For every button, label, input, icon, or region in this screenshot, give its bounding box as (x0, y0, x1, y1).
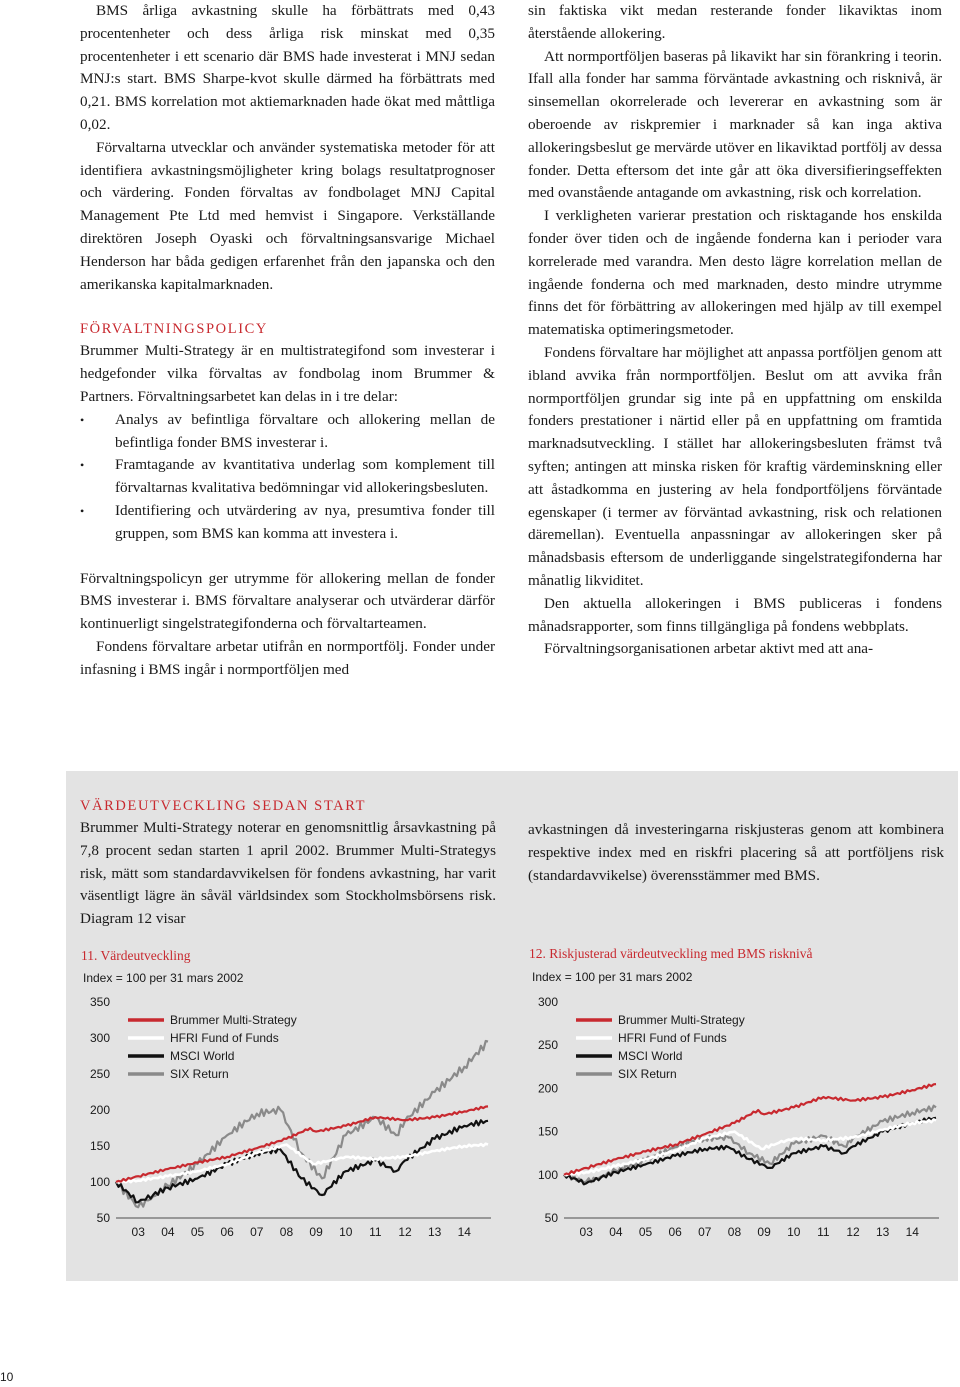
x-tick-label: 12 (846, 1225, 860, 1239)
y-tick-label: 150 (537, 1124, 558, 1139)
x-tick-label: 04 (161, 1225, 175, 1239)
x-tick-label: 13 (427, 1225, 442, 1239)
bullet-item-3: • Identifiering och utvärdering av nya, presumtiva fonder till gruppen, som BMS kan komma att investera i. (80, 500, 495, 546)
bullet-item-2: • Framtagande av kvantitativa underlag som komplement till förvaltarnas kvalitativa bedömningar vid allokeringsbesluten. (80, 454, 495, 500)
y-tick-label: 200 (89, 1103, 110, 1117)
y-tick-label: 300 (537, 995, 558, 1009)
x-tick-label: 12 (398, 1225, 412, 1239)
x-tick-label: 14 (457, 1225, 471, 1239)
y-tick-label: 100 (89, 1175, 110, 1189)
chart-12-subtitle: Index = 100 per 31 mars 2002 (532, 970, 693, 984)
left-paragraph-1: BMS årliga avkastning skulle ha förbättrats med 0,43 procentenheter och dess årliga risk minskat med 0,35 procentenheter i ett scenario där BMS hade investerat i MNJ sedan MNJ:s start. BMS Sharpe-kvot skulle därmed ha förbättrats med 0,21. BMS korrelation mot aktiemarknaden hade ökat med måttliga 0,02. (80, 2, 495, 133)
box-right-column (528, 819, 944, 887)
x-tick-label: 13 (875, 1225, 890, 1239)
x-tick-label: 04 (609, 1225, 623, 1239)
series-line (116, 1144, 488, 1183)
x-tick-label: 10 (339, 1225, 353, 1239)
y-tick-label: 350 (89, 995, 110, 1009)
legend-label: MSCI World (170, 1049, 235, 1063)
y-tick-label: 250 (89, 1067, 110, 1081)
x-tick-label: 08 (279, 1225, 294, 1239)
legend-label: HFRI Fund of Funds (618, 1031, 727, 1045)
series-line (564, 1119, 936, 1175)
x-tick-label: 10 (787, 1225, 801, 1239)
bullet-item-1: • Analys av befintliga förvaltare och allokering mellan de befintliga fonder BMS investerar i. (80, 409, 495, 455)
left-paragraph-4: Förvaltningspolicyn ger utrymme för allokering mellan de fonder BMS investerar i. BMS förvaltare analyserar och utvärderar därför kontinuerligt singelstrategifonderna och förvaltarteamen. (80, 569, 495, 633)
right-paragraph-5: Den aktuella allokeringen i BMS publiceras i fondens månadsrapporter, som finns tillgängliga på fondens webbplats. (528, 594, 942, 635)
x-tick-label: 03 (579, 1225, 593, 1239)
x-tick-label: 08 (727, 1225, 742, 1239)
y-tick-label: 50 (96, 1211, 110, 1225)
x-tick-label: 11 (817, 1225, 830, 1239)
right-column (528, 0, 942, 661)
y-tick-label: 150 (89, 1139, 110, 1153)
x-tick-label: 06 (220, 1225, 234, 1239)
chart-12-title: 12. Riskjusterad värdeutveckling med BMS risknivå (529, 946, 813, 961)
y-tick-label: 50 (544, 1211, 558, 1225)
left-column (80, 0, 495, 682)
box-left-column (80, 795, 496, 931)
heading-forvaltningspolicy: FÖRVALTNINGSPOLICY (80, 321, 268, 338)
right-paragraph-2: Att normportföljen baseras på likavikt har sin förankring i teorin. Ifall alla fonder har samma förväntade avkastning och risknivå, är sinsemellan okorrelerade och levererar en avkastning som är oberoende av riskpremier i marknader så kan inga aktiva allokeringsbeslut ge mervärde utöver en likaviktad portfölj av dessa fonder. Detta eftersom det inte går att öka diversifieringseffekten med ovanstående antagande om avkastning, risk och korrelation. (528, 47, 942, 202)
right-paragraph-4: Fondens förvaltare har möjlighet att anpassa portföljen genom att ibland avvika från normportföljen. Beslut om att avvika från normportföljen grundar sig inte på en uppfattning om enskilda fonders prestationer i närtid eller på en uppfattning om framtida marknadsutveckling. I stället har allokeringsbesluten främst två syften; antingen att minska risken för kraftig värdeminskning eller att åstadkomma en justering av hela fondportföljens förväntade egenskaper (i termer av förväntad avkastning, risk och relationen däremellan). Eventuella anpassningar av allokeringen sker på månadsbasis eftersom de underliggande singelstrategifonderna har månatlig likviditet. (528, 343, 942, 589)
x-tick-label: 07 (698, 1225, 712, 1239)
box-left-text: Brummer Multi-Strategy noterar en genomsnittlig årsavkastning på 7,8 procent sedan starten 1 april 2002. Brummer Multi-Strategys risk, mätt som standardavvikelsen för fondens avkastning, har varit väsentligt lägre än såväl världsindex som Stockholmsbörsens risk. Diagram 12 visar (80, 819, 496, 928)
x-tick-label: 09 (309, 1225, 323, 1239)
legend-label: Brummer Multi-Strategy (618, 1013, 745, 1027)
x-tick-label: 07 (250, 1225, 264, 1239)
left-paragraph-2: Förvaltarna utvecklar och använder systematiska metoder för att identifiera avkastningsmöjligheter kring bolags resultatprognoser och värdering. Fonden förvaltas av fondbolaget MNJ Capital Management Pte Ltd med hemvist i Singapore. Verkställande direktören Joseph Oyaski och förvaltningsansvarige Michael Henderson har båda gedigen erfarenhet från den japanska och den amerikanska kapitalmarknaden. (80, 138, 495, 293)
x-tick-label: 05 (190, 1225, 205, 1239)
x-tick-label: 05 (638, 1225, 653, 1239)
x-tick-label: 14 (905, 1225, 919, 1239)
y-tick-label: 200 (537, 1081, 558, 1096)
chart-11-subtitle: Index = 100 per 31 mars 2002 (83, 971, 244, 985)
heading-vardeutveckling: VÄRDEUTVECKLING SEDAN START (80, 798, 367, 814)
y-tick-label: 250 (537, 1038, 558, 1053)
x-tick-label: 06 (668, 1225, 682, 1239)
right-paragraph-6: Förvaltningsorganisationen arbetar aktivt med att ana- (544, 640, 874, 658)
x-tick-label: 11 (369, 1225, 382, 1239)
series-line (116, 1041, 488, 1207)
chart-11 (66, 986, 506, 1251)
box-right-text: avkastningen då investeringarna riskjusteras genom att kombinera respektive index med en riskfri placering så att portföljens risk (standardavvikelse) överensstämmer med BMS. (528, 821, 944, 884)
chart-12 (514, 986, 954, 1251)
x-tick-label: 09 (757, 1225, 771, 1239)
y-tick-label: 300 (89, 1031, 110, 1045)
page-number: 10 (0, 1370, 14, 1384)
legend-label: Brummer Multi-Strategy (170, 1013, 297, 1027)
legend-label: MSCI World (618, 1049, 683, 1063)
performance-box (66, 771, 958, 1281)
left-paragraph-3: Brummer Multi-Strategy är en multistrategifond som investerar i hedgefonder vilka förvaltas av fondbolag inom Brummer & Partners. Förvaltningsarbetet kan delas in i tre delar: (80, 342, 495, 405)
series-line (564, 1118, 936, 1185)
legend-label: HFRI Fund of Funds (170, 1031, 279, 1045)
right-paragraph-1: sin faktiska vikt medan resterande fonder likaviktas inom återstående allokering. (528, 2, 942, 42)
right-paragraph-3: I verkligheten varierar prestation och risktagande hos enskilda fonder över tiden och de ingående fonderna kan i perioder vara korrelerade med varandra. Men desto lägre korrelation mellan de ingående fonderna och med marknaden, desto mindre utrymme finns det för förbättring av allokeringen med hjälp av till exempel matematiska optimeringsmetoder. (528, 207, 942, 339)
left-paragraph-5: Fondens förvaltare arbetar utifrån en normportfölj. Fonder under infasning i BMS ingår i normportföljen med (80, 637, 495, 678)
chart-11-title: 11. Värdeutveckling (81, 948, 191, 963)
series-line (116, 1106, 488, 1182)
legend-label: SIX Return (170, 1067, 229, 1081)
legend-label: SIX Return (618, 1067, 677, 1081)
bullet-list (80, 409, 495, 546)
y-tick-label: 100 (537, 1167, 558, 1182)
x-tick-label: 03 (131, 1225, 145, 1239)
